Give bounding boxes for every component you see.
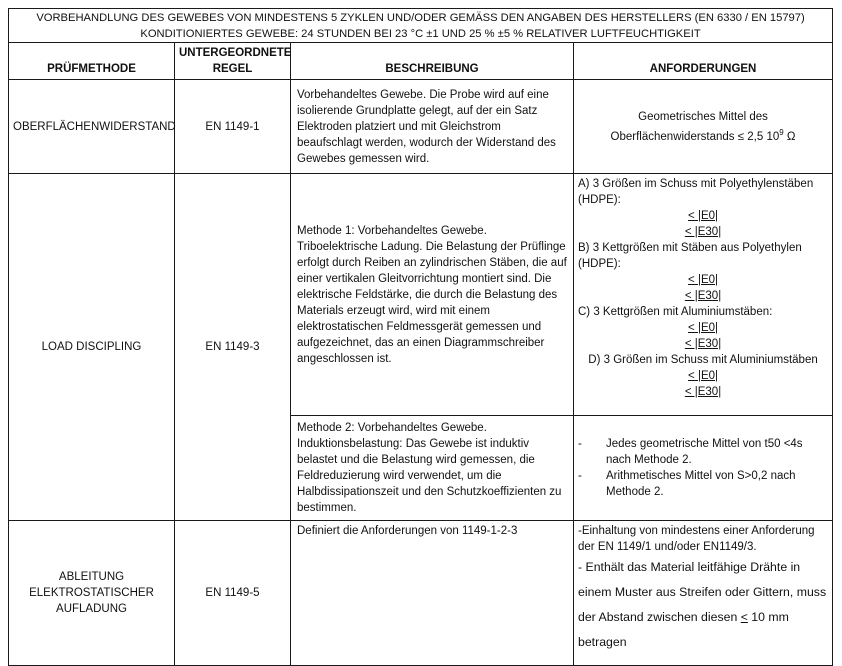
header-requirements: ANFORDERUNGEN: [574, 43, 833, 80]
rule-cell: EN 1149-1: [175, 80, 291, 174]
description-cell: Vorbehandeltes Gewebe. Die Probe wird auf eine isolierende Grundplatte gelegt, auf der ein Satz Elektroden platziert und mit Gleichstrom beaufschlagt werden, wodurch der Widerstand des Gewebes gemessen wird.: [291, 80, 574, 174]
rule-cell: EN 1149-3: [175, 174, 291, 521]
rule-cell: EN 1149-5: [175, 521, 291, 666]
pretreatment-banner: [9, 9, 833, 43]
list-item: - Arithmetisches Mittel von S>0,2 nach Methode 2.: [578, 470, 796, 498]
requirements-document: [8, 8, 832, 666]
method-cell: ABLEITUNG ELEKTROSTATISCHER AUFLADUNG: [9, 521, 175, 666]
requirement-cell: Geometrisches Mittel des Oberflächenwiderstands ≤ 2,5 $10^9$ Ω: [574, 80, 833, 174]
header-rule: UNTERGEORDNETE REGEL: [175, 43, 291, 80]
header-description: BESCHREIBUNG: [291, 43, 574, 80]
description-cell: Definiert die Anforderungen von 1149-1-2-3: [291, 521, 574, 666]
requirements-table: [8, 8, 833, 666]
table-row: [9, 174, 833, 416]
requirement-cell: A) 3 Größen im Schuss mit Polyethylenstäben (HDPE): < |E0| < |E30| B) 3 Kettgrößen mit Stäben aus Polyethylen (HDPE): < |E0| < |E30| C) 3 Kettgrößen mit Aluminiumstäben: < |E0| < |E30| D) 3 Größen im Schuss mit Aluminiumstäben < |E0| < |E30|: [574, 174, 833, 416]
description-cell: Methode 1: Vorbehandeltes Gewebe. Triboelektrische Ladung. Die Belastung der Prüflinge erfolgt durch Reiben an zylindrischen Stäben, die auf einer vertikalen Gleitvorrichtung montiert sind. Die elektrische Feldstärke, die durch die Belastung des Materials erzeugt wird, wird mit einem elektrostatischen Feldmessgerät gemessen und aufgezeichnet, das an einen Diagrammschreiber angeschlossen ist.: [291, 174, 574, 416]
method-cell: LOAD DISCIPLING: [9, 174, 175, 521]
banner-line-2: KONDITIONIERTES GEWEBE: 24 STUNDEN BEI 23 °C ±1 UND 25 % ±5 % RELATIVER LUFTFEUCHTIGKEIT: [140, 27, 701, 40]
table-row: [9, 80, 833, 174]
description-cell: Methode 2: Vorbehandeltes Gewebe. Induktionsbelastung: Das Gewebe ist induktiv belastet und die Belastung wird gemessen, die Feldreduzierung wird verwendet, um die Halbdissipationszeit und den Schutzkoeffizienten zu bestimmen.: [291, 416, 574, 521]
header-row: [9, 43, 833, 80]
header-method: PRÜFMETHODE: [9, 43, 175, 80]
table-row: [9, 521, 833, 666]
banner-row: [9, 9, 833, 43]
list-item: - Jedes geometrische Mittel von t50 <4s nach Methode 2.: [578, 438, 803, 466]
method-cell: OBERFLÄCHENWIDERSTAND: [9, 80, 175, 174]
requirement-cell: -Einhaltung von mindestens einer Anforderung der EN 1149/1 und/oder EN1149/3. - Enthält das Material leitfähige Drähte in einem Muster aus Streifen oder Gittern, muss der Abstand zwischen diesen < 10 mm betragen: [574, 521, 833, 666]
requirement-cell: [574, 416, 833, 521]
banner-line-1: VORBEHANDLUNG DES GEWEBES VON MINDESTENS 5 ZYKLEN UND/ODER GEMÄSS DEN ANGABEN DES HERSTELLERS (EN 6330 / EN 15797): [36, 11, 805, 24]
